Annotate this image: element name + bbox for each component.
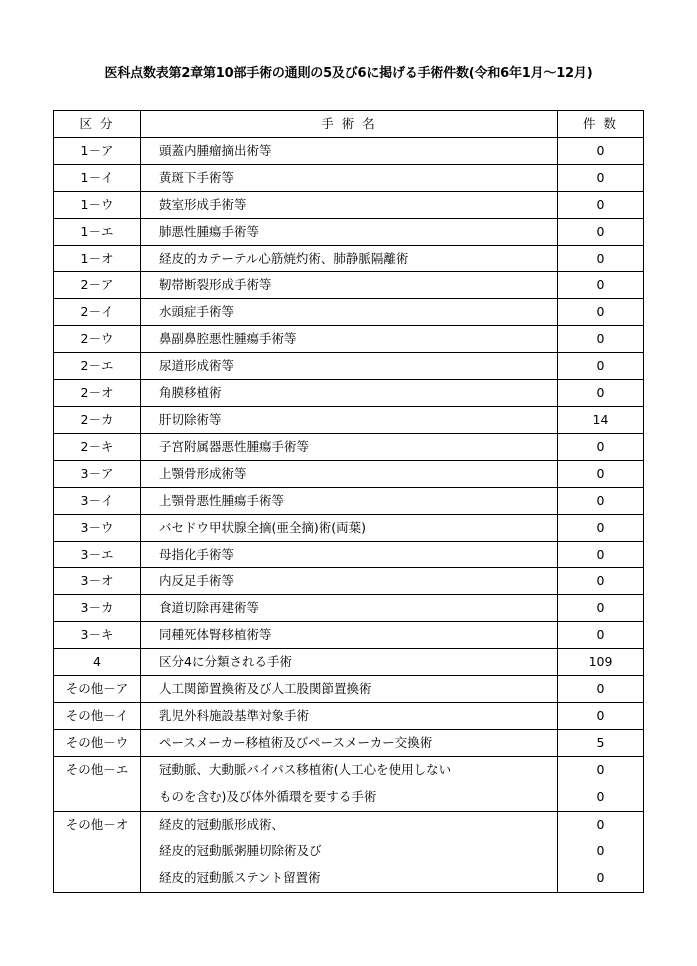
row-count: 0 — [558, 514, 644, 541]
row-category: その他－オ — [54, 811, 141, 893]
row-surgery-name: 靭帯断裂形成手術等 — [141, 272, 558, 299]
table-row — [54, 568, 644, 595]
count-line: 0 — [596, 843, 605, 859]
row-count: 0 — [558, 326, 644, 353]
count-line: 0 — [596, 761, 605, 777]
row-category: 1－イ — [54, 164, 141, 191]
row-category: その他－イ — [54, 702, 141, 729]
table-row — [54, 191, 644, 218]
row-surgery-name: 食道切除再建術等 — [141, 595, 558, 622]
table-row — [54, 756, 644, 811]
table-row — [54, 649, 644, 676]
row-category: 2－カ — [54, 406, 141, 433]
row-count: 0 — [558, 676, 644, 703]
row-category: 4 — [54, 649, 141, 676]
row-surgery-name: 黄斑下手術等 — [141, 164, 558, 191]
row-count: 14 — [558, 406, 644, 433]
count-line: 0 — [596, 816, 605, 832]
row-surgery-name: ペースメーカー移植術及びペースメーカー交換術 — [141, 729, 558, 756]
row-surgery-name: 母指化手術等 — [141, 541, 558, 568]
table-row — [54, 326, 644, 353]
row-count: 0 — [558, 272, 644, 299]
table-row — [54, 218, 644, 245]
table-row — [54, 811, 644, 893]
table-row — [54, 460, 644, 487]
row-count: 0 — [558, 622, 644, 649]
row-category: 3－ウ — [54, 514, 141, 541]
row-count: 0 — [558, 218, 644, 245]
row-category: その他－ア — [54, 676, 141, 703]
row-surgery-name: 人工関節置換術及び人工股関節置換術 — [141, 676, 558, 703]
table-row — [54, 622, 644, 649]
row-count: 0 — [558, 568, 644, 595]
row-surgery-name: バセドウ甲状腺全摘(亜全摘)術(両葉) — [141, 514, 558, 541]
table-row — [54, 164, 644, 191]
row-surgery-name: 肝切除術等 — [141, 406, 558, 433]
row-surgery-name: 同種死体腎移植術等 — [141, 622, 558, 649]
row-category: 2－キ — [54, 433, 141, 460]
row-count — [558, 756, 644, 811]
table-row — [54, 299, 644, 326]
table-row — [54, 353, 644, 380]
surgery-name-line: 経皮的冠動脈ステント留置術 — [159, 870, 321, 886]
row-surgery-name: 頭蓋内腫瘤摘出術等 — [141, 137, 558, 164]
row-count: 0 — [558, 137, 644, 164]
row-surgery-name: 鼓室形成手術等 — [141, 191, 558, 218]
row-count: 0 — [558, 702, 644, 729]
table-row — [54, 514, 644, 541]
row-category: 2－イ — [54, 299, 141, 326]
table-header-row — [54, 111, 644, 138]
row-count: 0 — [558, 245, 644, 272]
row-count: 5 — [558, 729, 644, 756]
surgery-count-table — [53, 110, 644, 893]
row-surgery-name: 上顎骨形成術等 — [141, 460, 558, 487]
row-category: 1－オ — [54, 245, 141, 272]
table-row — [54, 137, 644, 164]
row-surgery-name: 内反足手術等 — [141, 568, 558, 595]
row-count: 0 — [558, 433, 644, 460]
row-category: 2－オ — [54, 380, 141, 407]
table-row — [54, 245, 644, 272]
table-row — [54, 595, 644, 622]
row-count: 109 — [558, 649, 644, 676]
row-category: 3－キ — [54, 622, 141, 649]
row-count: 0 — [558, 191, 644, 218]
count-line: 0 — [596, 870, 605, 886]
row-count: 0 — [558, 595, 644, 622]
row-category: 2－ア — [54, 272, 141, 299]
surgery-name-line: 冠動脈、大動脈バイパス移植術(人工心を使用しない — [159, 761, 452, 777]
table-row — [54, 541, 644, 568]
row-category: 3－オ — [54, 568, 141, 595]
table-row — [54, 676, 644, 703]
row-category: その他－エ — [54, 756, 141, 811]
row-surgery-name: 尿道形成術等 — [141, 353, 558, 380]
row-category: 1－エ — [54, 218, 141, 245]
row-surgery-name — [141, 756, 558, 811]
table-row — [54, 380, 644, 407]
row-surgery-name: 鼻副鼻腔悪性腫瘍手術等 — [141, 326, 558, 353]
row-count — [558, 811, 644, 893]
row-surgery-name: 肺悪性腫瘍手術等 — [141, 218, 558, 245]
header-surgery-name: 手 術 名 — [141, 111, 558, 138]
table-row — [54, 433, 644, 460]
row-count: 0 — [558, 460, 644, 487]
row-category: 2－エ — [54, 353, 141, 380]
row-category: その他－ウ — [54, 729, 141, 756]
row-category: 3－ア — [54, 460, 141, 487]
row-count: 0 — [558, 299, 644, 326]
header-count: 件 数 — [558, 111, 644, 138]
row-surgery-name: 水頭症手術等 — [141, 299, 558, 326]
row-count: 0 — [558, 487, 644, 514]
table-row — [54, 406, 644, 433]
row-count: 0 — [558, 541, 644, 568]
row-surgery-name: 乳児外科施設基準対象手術 — [141, 702, 558, 729]
row-category: 2－ウ — [54, 326, 141, 353]
table-row — [54, 702, 644, 729]
row-surgery-name: 経皮的カテーテル心筋焼灼術、肺静脈隔離術 — [141, 245, 558, 272]
row-surgery-name — [141, 811, 558, 893]
row-category: 1－ア — [54, 137, 141, 164]
row-category: 3－イ — [54, 487, 141, 514]
row-surgery-name: 角膜移植術 — [141, 380, 558, 407]
row-surgery-name: 上顎骨悪性腫瘍手術等 — [141, 487, 558, 514]
row-count: 0 — [558, 353, 644, 380]
row-category: 3－エ — [54, 541, 141, 568]
header-category: 区 分 — [54, 111, 141, 138]
surgery-name-line: 経皮的冠動脈粥腫切除術及び — [159, 843, 322, 859]
row-category: 3－カ — [54, 595, 141, 622]
row-count: 0 — [558, 380, 644, 407]
page-title: 医科点数表第2章第10部手術の通則の5及び6に掲げる手術件数(令和6年1月～12月) — [104, 66, 593, 81]
table-row — [54, 487, 644, 514]
surgery-name-line: 経皮的冠動脈形成術、 — [159, 816, 285, 832]
surgery-name-line: ものを含む)及び体外循環を要する手術 — [159, 788, 377, 804]
table-row — [54, 272, 644, 299]
row-surgery-name: 区分4に分類される手術 — [141, 649, 558, 676]
row-count: 0 — [558, 164, 644, 191]
row-surgery-name: 子宮附属器悪性腫瘍手術等 — [141, 433, 558, 460]
table-row — [54, 729, 644, 756]
row-category: 1－ウ — [54, 191, 141, 218]
count-line: 0 — [596, 788, 605, 804]
